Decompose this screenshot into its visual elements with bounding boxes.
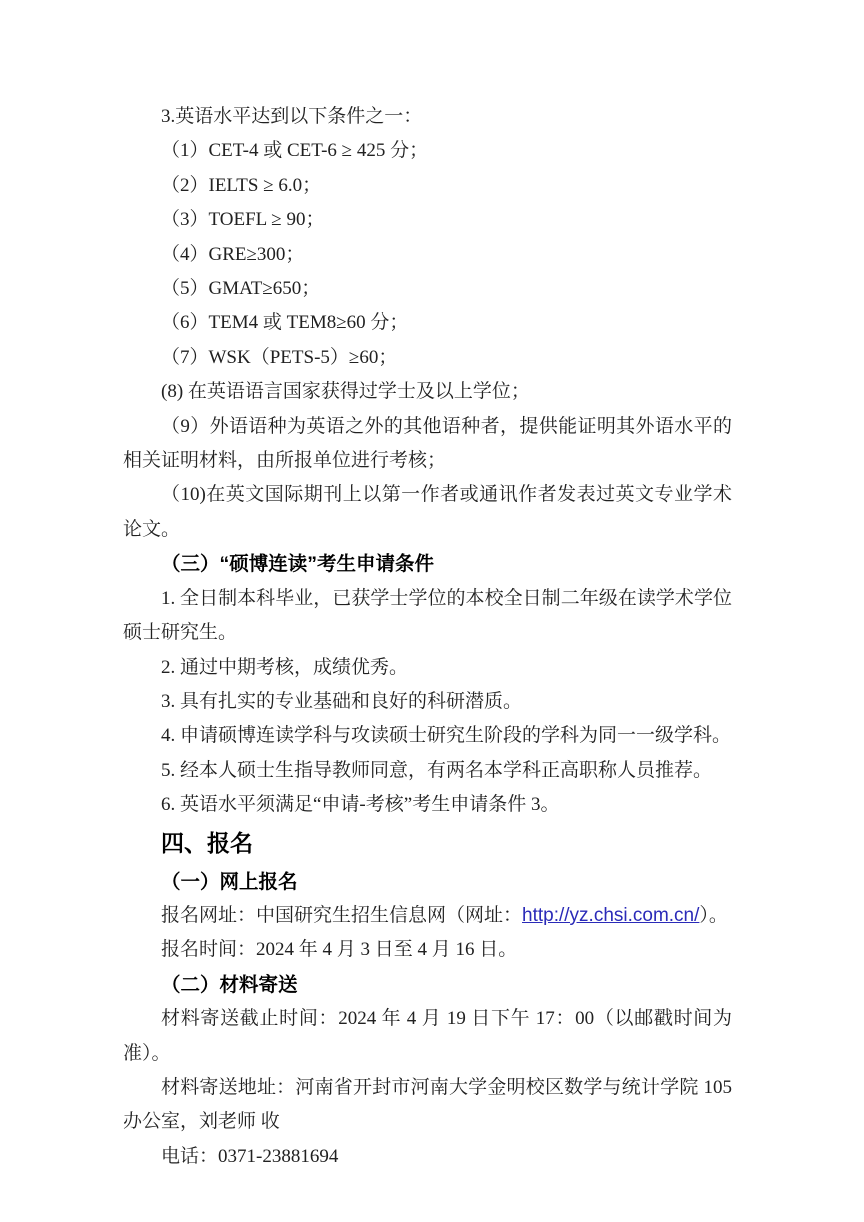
registration-website-link[interactable]: http://yz.chsi.com.cn/ [522,904,700,926]
registration-website-line [123,899,732,933]
heading-shuobo-liandu-conditions: （三）“硕博连读”考生申请条件 [161,553,435,576]
shuobo-condition-2: 2. 通过中期考核，成绩优秀。 [161,656,409,678]
english-requirement-item-5: （5）GMAT≥650； [161,278,321,300]
english-requirement-item-7: （7）WSK（PETS-5）≥60； [161,346,398,368]
heading-material-delivery: （二）材料寄送 [161,973,298,996]
registration-time-line: 报名时间：2024 年 4 月 3 日至 4 月 16 日。 [161,939,518,961]
english-requirement-item-3: （3）TOEFL ≥ 90； [161,209,325,231]
registration-website-suffix: ）。 [699,904,728,926]
shuobo-condition-1: 1. 全日制本科毕业，已获学士学位的本校全日制二年级在读学术学位硕士研究生。 [123,587,732,644]
material-address-line: 材料寄送地址：河南省开封市河南大学金明校区数学与统计学院 105 办公室，刘老师 收 [123,1076,732,1133]
shuobo-condition-3: 3. 具有扎实的专业基础和良好的科研潜质。 [161,690,523,712]
english-requirement-item-10: （10)在英文国际期刊上以第一作者或通讯作者发表过英文专业学术论文。 [123,484,732,540]
material-deadline-line: 材料寄送截止时间：2024 年 4 月 19 日下午 17：00（以邮戳时间为准）。 [123,1008,732,1064]
shuobo-condition-6: 6. 英语水平须满足“申请-考核”考生申请条件 3。 [161,794,560,816]
heading-registration: 四、报名 [161,829,253,856]
shuobo-condition-4: 4. 申请硕博连读学科与攻读硕士研究生阶段的学科为同一一级学科。 [161,725,732,747]
english-requirements-intro: 3.英语水平达到以下条件之一： [161,106,423,127]
english-requirement-item-9: （9）外语语种为英语之外的其他语种者，提供能证明其外语水平的相关证明材料，由所报单位进行考核； [123,415,732,472]
english-requirement-item-8: (8) 在英语语言国家获得过学士及以上学位； [161,381,530,403]
english-requirement-item-6: （6）TEM4 或 TEM8≥60 分； [161,312,409,334]
english-requirement-item-1: （1）CET-4 或 CET-6 ≥ 425 分； [161,140,429,162]
english-requirement-item-2: （2）IELTS ≥ 6.0； [161,174,322,196]
material-phone-line: 电话：0371-23881694 [161,1145,339,1167]
shuobo-condition-5: 5. 经本人硕士生指导教师同意，有两名本学科正高职称人员推荐。 [161,759,713,781]
english-requirement-item-4: （4）GRE≥300； [161,243,305,265]
registration-website-prefix: 报名网址：中国研究生招生信息网（网址： [161,904,523,926]
heading-online-registration: （一）网上报名 [161,870,298,893]
